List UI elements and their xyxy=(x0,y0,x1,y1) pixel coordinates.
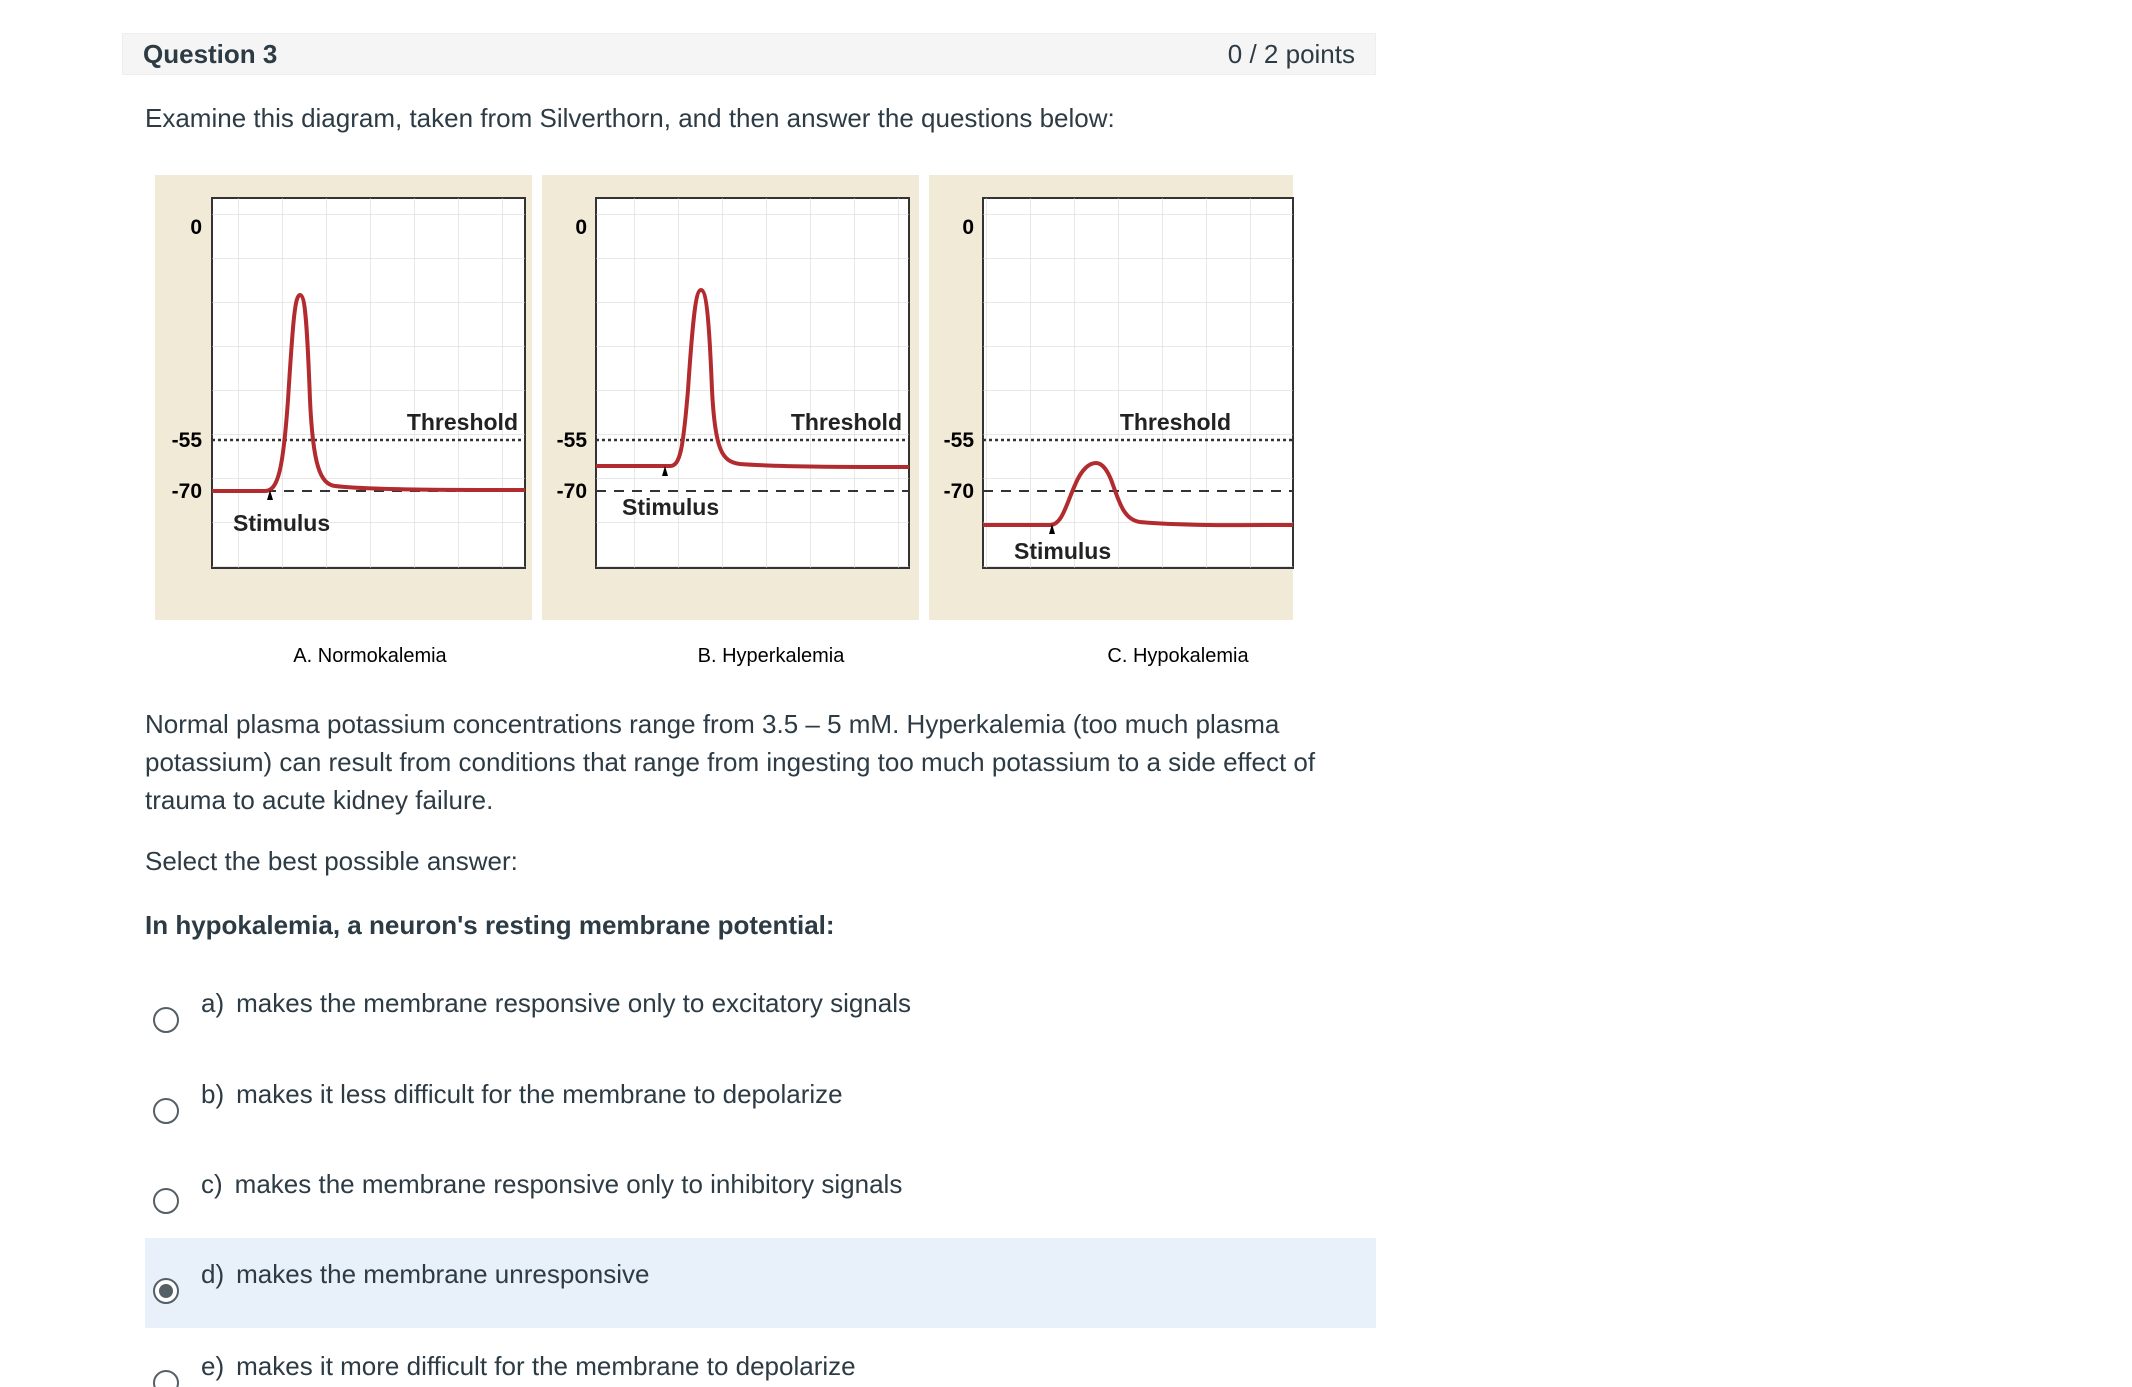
panel-a-tick-0: 0 xyxy=(190,216,202,239)
answer-option-e[interactable] xyxy=(145,1338,1376,1387)
select-instruction: Select the best possible answer: xyxy=(145,846,518,876)
intro-text: Examine this diagram, taken from Silverthorn, and then answer the questions below: xyxy=(145,103,1115,133)
panel-b-tick-0: 0 xyxy=(575,216,587,239)
answer-option-d[interactable] xyxy=(145,1238,1376,1328)
panel-c-stimulus-label: Stimulus xyxy=(1014,538,1112,564)
answer-letter-e: e) xyxy=(201,1351,225,1381)
panel-a-threshold-label: Threshold xyxy=(406,409,518,435)
panel-c xyxy=(929,175,1293,667)
panel-b-caption: B. Hyperkalemia xyxy=(697,645,845,667)
question-header xyxy=(122,33,1376,75)
panel-c-grid xyxy=(983,198,1293,568)
panel-c-threshold-label: Threshold xyxy=(1119,409,1231,435)
panel-a-tick-70: -70 xyxy=(171,480,202,503)
radio-button-a[interactable] xyxy=(153,1007,179,1033)
answer-text-b: makes it less difficult for the membrane to depolarize xyxy=(236,1079,843,1109)
panel-a-stimulus-label: Stimulus xyxy=(233,510,331,536)
question-title: Question 3 xyxy=(143,38,278,69)
answer-option-b[interactable] xyxy=(145,1066,1376,1156)
panel-c-tick-0: 0 xyxy=(962,216,974,239)
answer-letter-b: b) xyxy=(201,1079,225,1109)
answer-letter-c: c) xyxy=(201,1169,223,1199)
panel-b-stimulus-label: Stimulus xyxy=(622,494,720,520)
question-prompt: In hypokalemia, a neuron's resting membrane potential: xyxy=(145,910,835,940)
panel-a xyxy=(155,175,532,667)
panel-c-tick-55: -55 xyxy=(943,429,974,452)
potassium-diagram xyxy=(150,170,1300,680)
panel-b xyxy=(542,175,919,667)
answer-letter-a: a) xyxy=(201,988,225,1018)
radio-button-c[interactable] xyxy=(153,1188,179,1214)
answer-label-c xyxy=(201,1169,902,1200)
panel-c-caption: C. Hypokalemia xyxy=(1107,645,1249,667)
answer-label-e xyxy=(201,1351,856,1382)
panel-b-tick-55: -55 xyxy=(556,429,587,452)
panel-c-tick-70: -70 xyxy=(943,480,974,503)
panel-a-caption: A. Normokalemia xyxy=(293,645,447,667)
answer-option-c[interactable] xyxy=(145,1156,1376,1246)
answer-text-a: makes the membrane responsive only to excitatory signals xyxy=(236,988,911,1018)
panel-b-tick-70: -70 xyxy=(556,480,587,503)
answer-text-e: makes it more difficult for the membrane to depolarize xyxy=(236,1351,856,1381)
panel-b-threshold-label: Threshold xyxy=(790,409,902,435)
context-paragraph: Normal plasma potassium concentrations range from 3.5 – 5 mM. Hyperkalemia (too much plasma potassium) can result from conditions that range from ingesting too much potassium to a side effect of trauma to acute kidney failure. xyxy=(145,709,1316,815)
answer-text-c: makes the membrane responsive only to inhibitory signals xyxy=(234,1169,903,1199)
answer-label-a xyxy=(201,988,911,1019)
answer-option-a[interactable] xyxy=(145,975,1376,1065)
radio-button-b[interactable] xyxy=(153,1098,179,1124)
radio-button-e[interactable] xyxy=(153,1370,179,1387)
answer-letter-d: d) xyxy=(201,1259,225,1289)
answer-label-b xyxy=(201,1079,843,1110)
panel-a-tick-55: -55 xyxy=(171,429,202,452)
answer-text-d: makes the membrane unresponsive xyxy=(236,1259,650,1289)
diagram-svg xyxy=(150,170,1300,680)
radio-button-d[interactable] xyxy=(153,1278,179,1304)
question-points: 0 / 2 points xyxy=(1227,38,1355,69)
answer-label-d xyxy=(201,1259,649,1290)
